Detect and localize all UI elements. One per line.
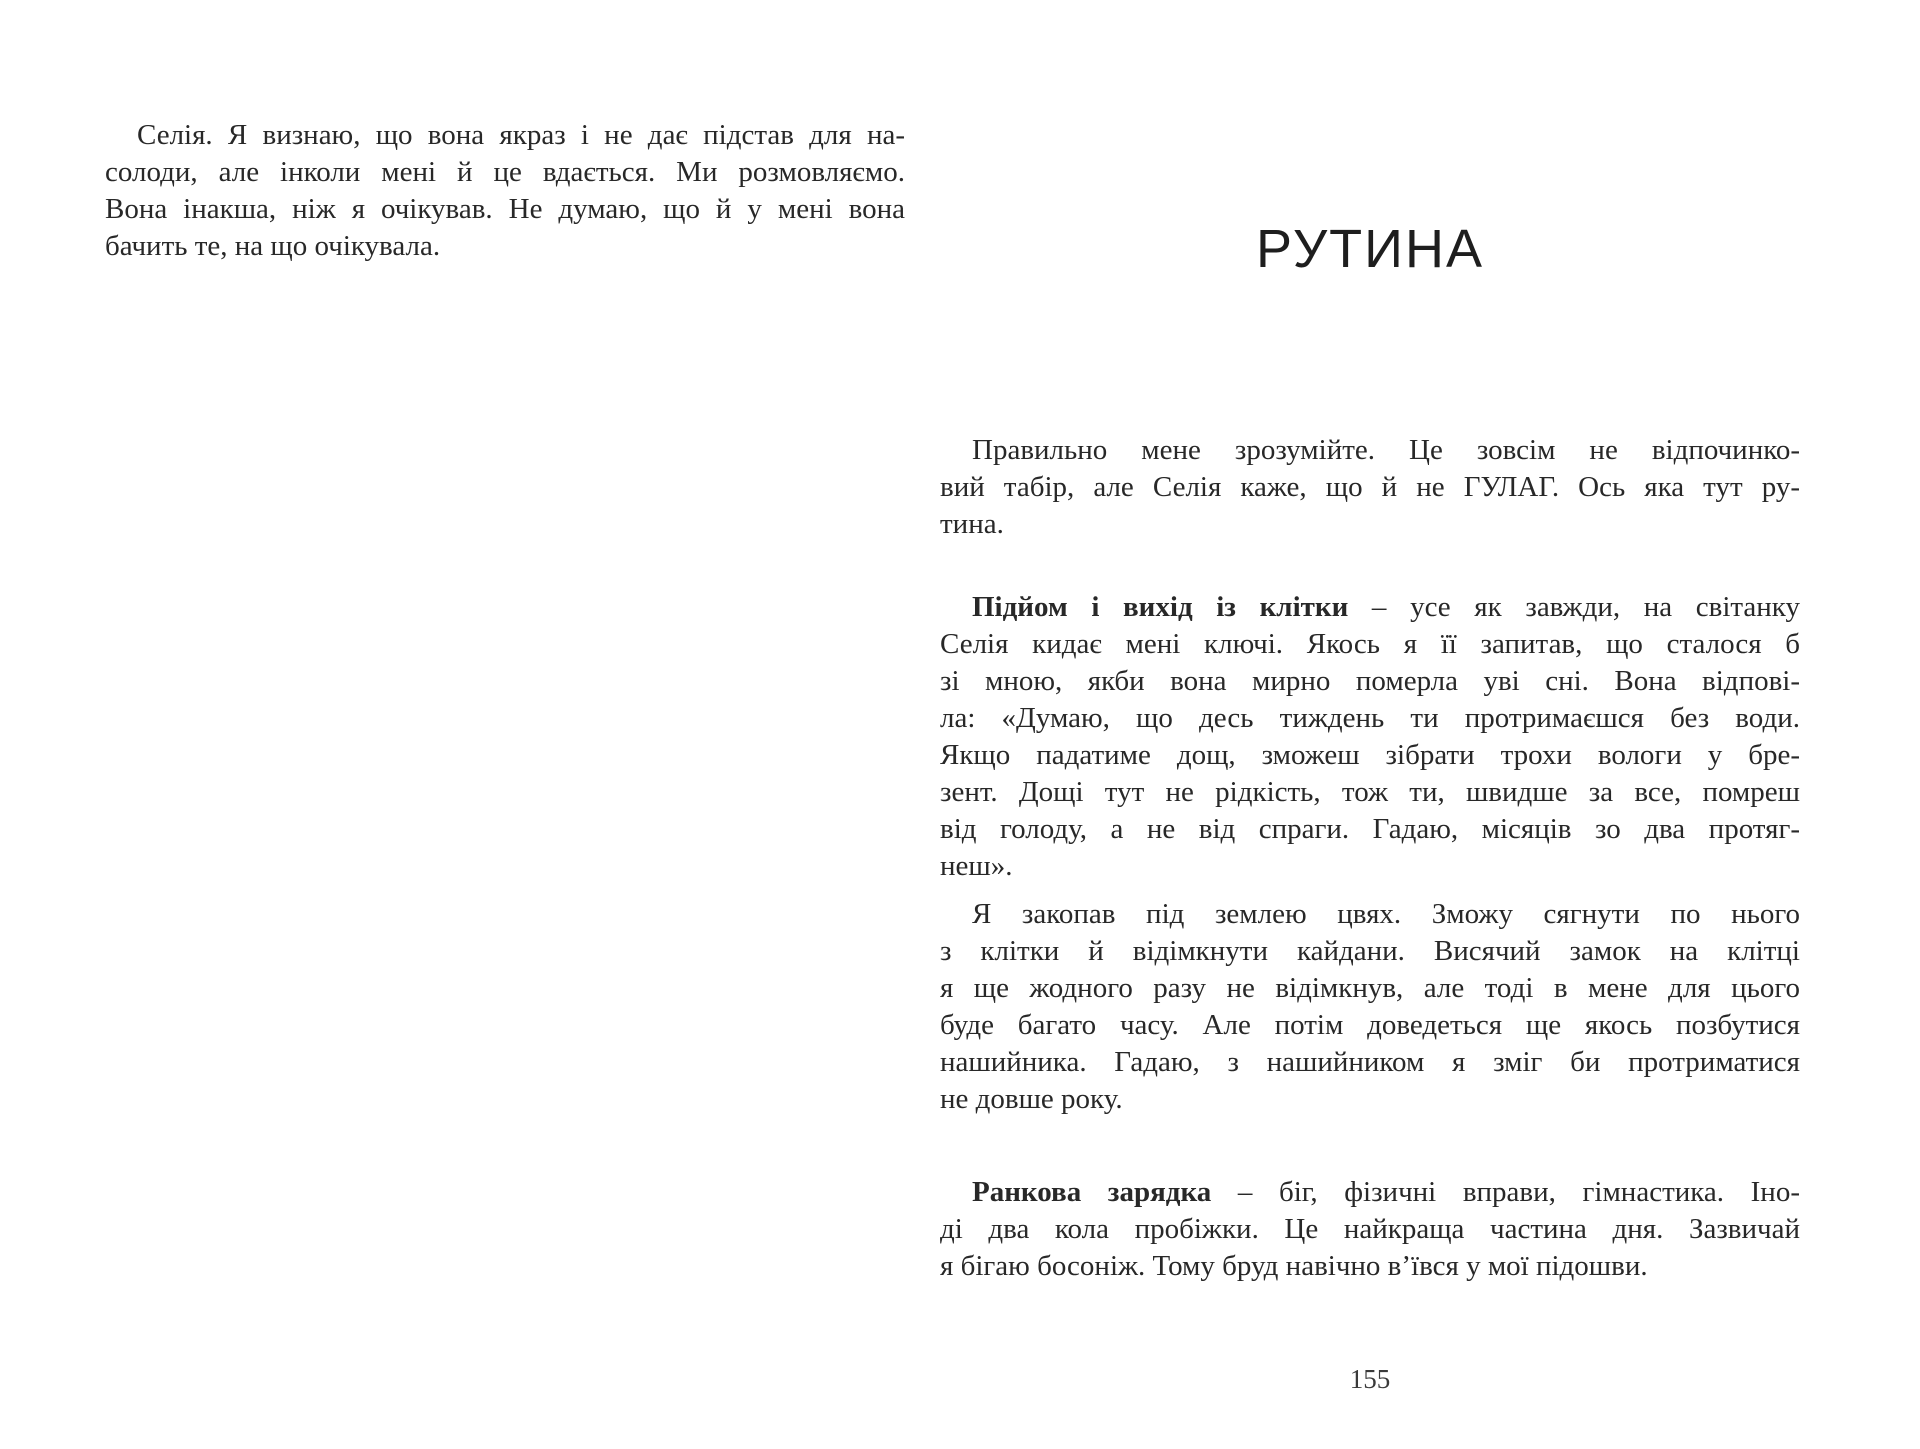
text-line: Я закопав під землею цвях. Зможу сягнути по нього [972, 898, 1800, 930]
text-line [940, 589, 1800, 626]
right-page-paragraph-1 [940, 432, 1800, 543]
left-page-paragraph [105, 117, 905, 265]
text-line: тина. [940, 508, 1004, 540]
text-line: Вона інакша, ніж я очікував. Не думаю, що й у мені вона [105, 193, 905, 225]
right-page-paragraph-4 [940, 1174, 1800, 1285]
page-number: 155 [1349, 1364, 1391, 1394]
text-line: зі мною, якби вона мирно померла уві сні. Вона відпові- [940, 665, 1800, 697]
text-line: я бігаю босоніж. Тому бруд навічно в’ївся у мої підошви. [940, 1250, 1648, 1282]
text-line: неш». [940, 850, 1013, 882]
text-line: з клітки й відімкнути кайдани. Висячий замок на клітці [940, 935, 1800, 967]
paragraph-lead: Ранкова зарядка [972, 1176, 1212, 1208]
chapter-title: РУТИНА [1256, 219, 1484, 279]
text-line: бачить те, на що очікувала. [105, 230, 441, 262]
text-line: солоди, але інколи мені й це вдається. Ми розмовляємо. [105, 156, 905, 188]
text-line: від голоду, а не від спраги. Гадаю, місяців зо два протяг- [940, 813, 1800, 845]
paragraph-lead-rest: – біг, фізичні вправи, гімнастика. Іно- [1211, 1176, 1800, 1208]
right-page-paragraph-3 [940, 896, 1800, 1118]
text-line: ді два кола пробіжки. Це найкраща частина дня. Зазвичай [940, 1213, 1800, 1245]
paragraph-lead-rest: – усе як завжди, на світанку [1348, 591, 1800, 623]
text-line: не довше року. [940, 1083, 1123, 1115]
text-line: нашийника. Гадаю, з нашийником я зміг би протриматися [940, 1046, 1800, 1078]
text-line: Правильно мене зрозумійте. Це зовсім не відпочинко- [972, 434, 1800, 466]
text-line: Селія. Я визнаю, що вона якраз і не дає підстав для на- [137, 119, 905, 151]
text-line: вий табір, але Селія каже, що й не ГУЛАГ. Ось яка тут ру- [940, 471, 1800, 503]
text-line: буде багато часу. Але потім доведеться ще якось позбутися [940, 1009, 1800, 1041]
text-line: зент. Дощі тут не рідкість, тож ти, швидше за все, помреш [940, 776, 1800, 808]
text-line: Якщо падатиме дощ, зможеш зібрати трохи вологи у бре- [940, 739, 1800, 771]
text-line: Селія кидає мені ключі. Якось я її запитав, що сталося б [940, 628, 1800, 660]
text-line: ла: «Думаю, що десь тиждень ти протримаєшся без води. [940, 702, 1800, 734]
right-page-paragraph-2 [940, 589, 1800, 885]
paragraph-lead: Підйом і вихід із клітки [972, 591, 1349, 623]
text-line: я ще жодного разу не відімкнув, але тоді в мене для цього [940, 972, 1800, 1004]
text-line [940, 1174, 1800, 1211]
